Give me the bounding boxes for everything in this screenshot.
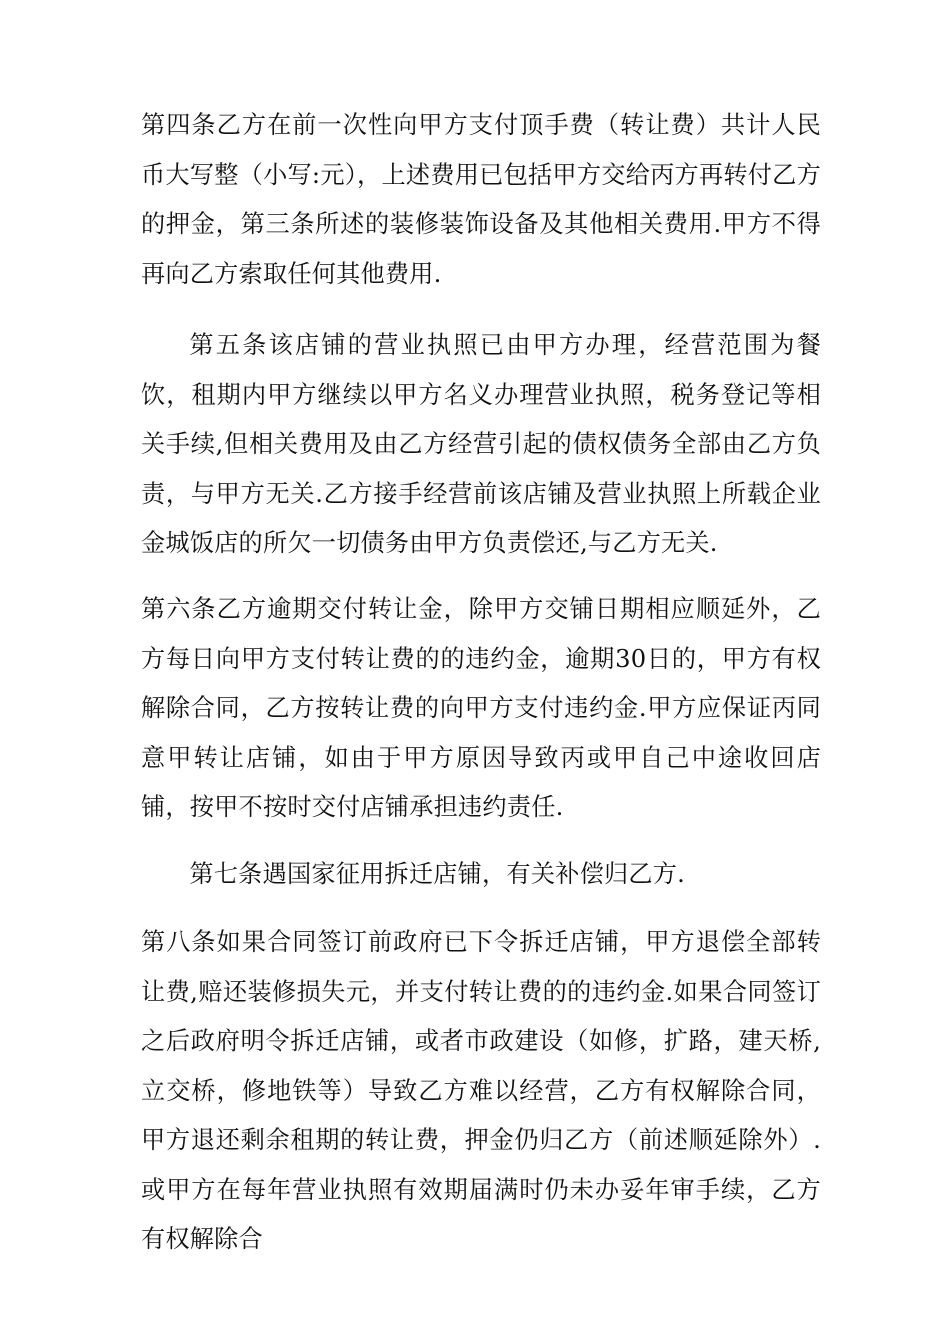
article-4-paragraph: 第四条乙方在前一次性向甲方支付顶手费（转让费）共计人民币大写整（小写:元），上述费用已包括甲方交给丙方再转付乙方的押金，第三条所述的装修装饰设备及其他相关费用.甲方不得再向乙方索取任何其他费用. xyxy=(141,111,821,288)
article-5-paragraph: 第五条该店铺的营业执照已由甲方办理，经营范围为餐饮，租期内甲方继续以甲方名义办理营业执照，税务登记等相关手续,但相关费用及由乙方经营引起的债权债务全部由乙方负责，与甲方无关.乙方接手经营前该店铺及营业执照上所载企业金城饭店的所欠一切债务由甲方负责偿还,与乙方无关. xyxy=(141,331,821,557)
article-7-paragraph: 第七条遇国家征用拆迁店铺，有关补偿归乙方. xyxy=(189,860,686,888)
article-6-paragraph: 第六条乙方逾期交付转让金，除甲方交铺日期相应顺延外，乙方每日向甲方支付转让费的的违约金，逾期30日的，甲方有权解除合同，乙方按转让费的向甲方支付违约金.甲方应保证丙同意甲转让店铺，如由于甲方原因导致丙或甲自己中途收回店铺，按甲不按时交付店铺承担违约责任. xyxy=(141,595,821,821)
article-8-paragraph: 第八条如果合同签订前政府已下令拆迁店铺，甲方退偿全部转让费,赔还装修损失元，并支付转让费的的违约金.如果合同签订之后政府明令拆迁店铺，或者市政建设（如修，扩路，建天桥,立交桥，修地铁等）导致乙方难以经营，乙方有权解除合同，甲方退还剩余租期的转让费，押金仍归乙方（前述顺延除外）.或甲方在每年营业执照有效期届满时仍未办妥年审手续，乙方有权解除合 xyxy=(141,928,821,1253)
